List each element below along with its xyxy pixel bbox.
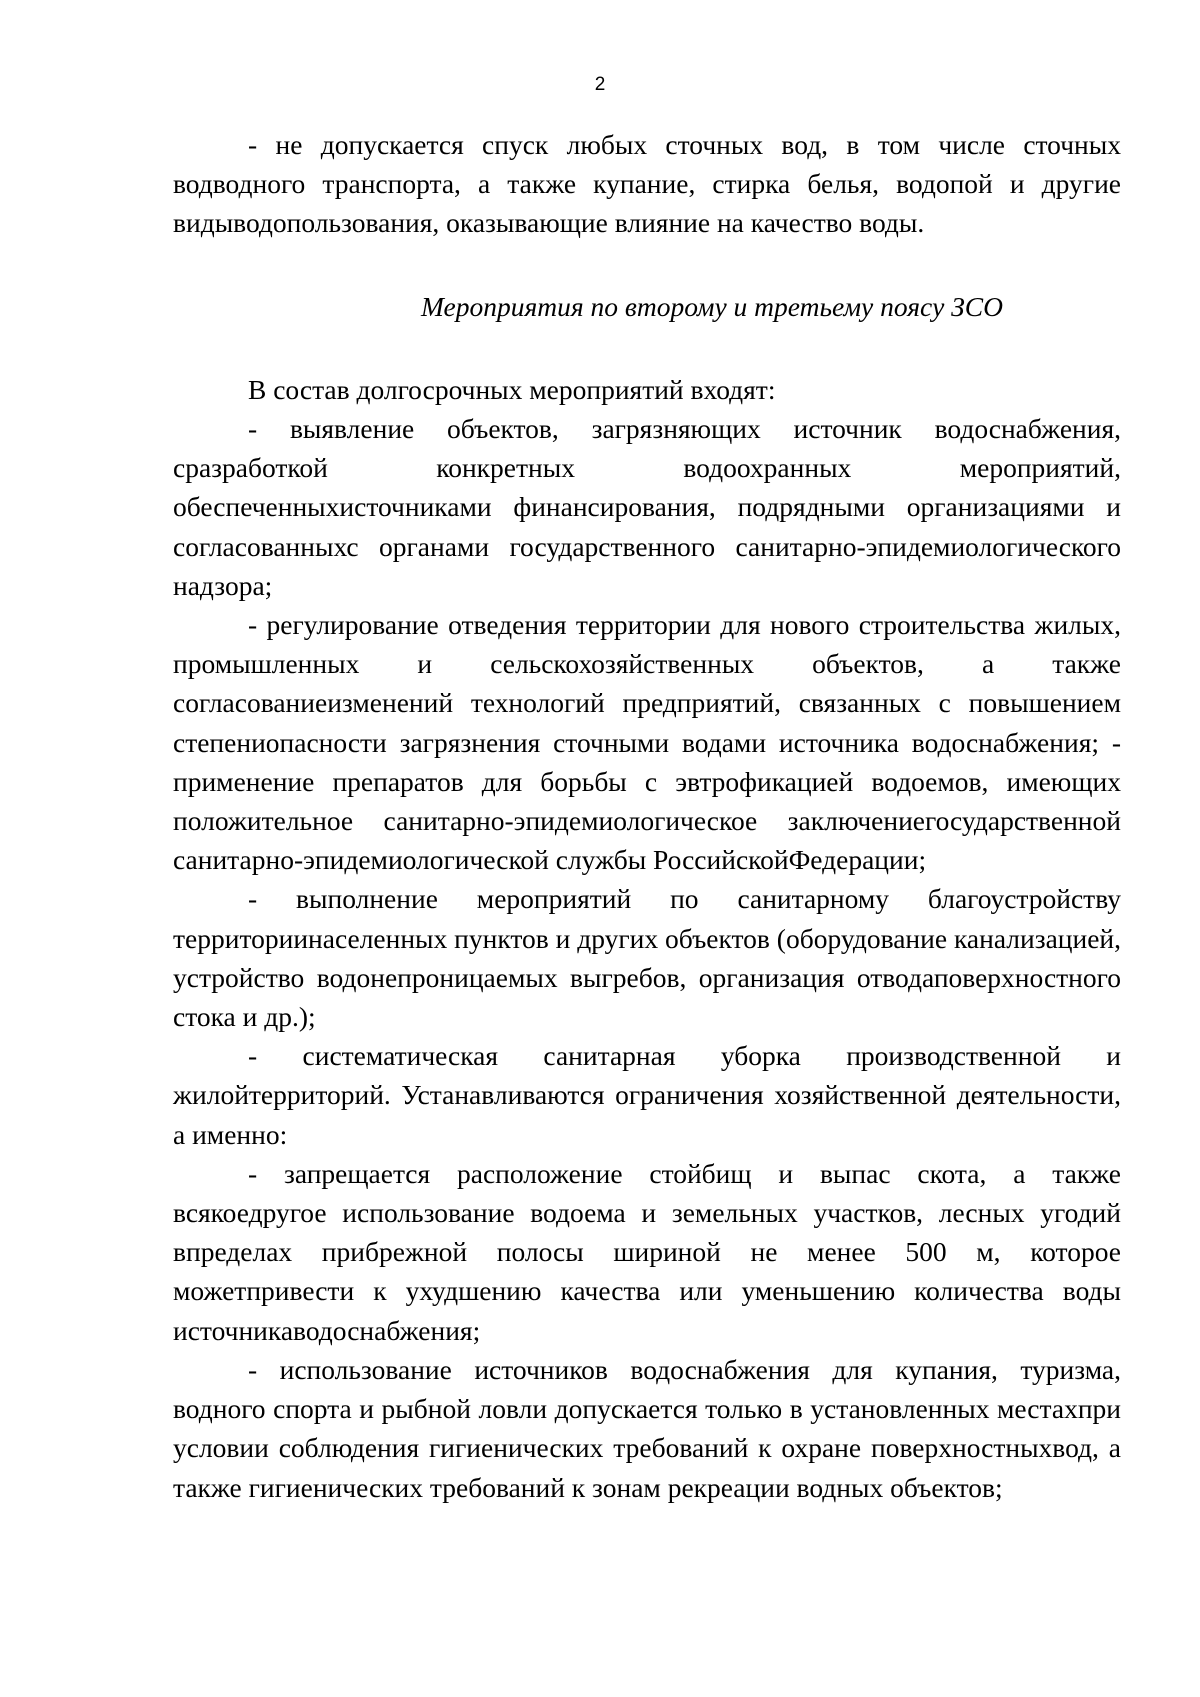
document-body	[173, 125, 1121, 1507]
paragraph-regulation: - регулирование отведения территории для нового строительства жилых, промышленных и сельскохозяйственных объектов, а также согласованиеизменений технологий предприятий, связанных с повышением степениопасности загрязнения сточными водами источника водоснабжения; - применение препаратов для борьбы с эвтрофикацией водоемов, имеющих положительное санитарно-эпидемиологическое заключениегосударственной санитарно-эпидемиологической службы РоссийскойФедерации;	[173, 609, 1121, 876]
page-number: 2	[594, 74, 606, 95]
section-heading: Мероприятия по второму и третьему поясу ЗСО	[421, 290, 1003, 322]
paragraph-intro: В состав долгосрочных мероприятий входят:	[248, 373, 776, 405]
paragraph-sanitary-improvement: - выполнение мероприятий по санитарному благоустройству территориинаселенных пунктов и других объектов (оборудование канализацией, устройство водонепроницаемых выгребов, организация отводаповерхностного стока и др.);	[173, 883, 1121, 1033]
paragraph-cleaning: - систематическая санитарная уборка производственной и жилойтерриторий. Устанавливаются ограничения хозяйственной деятельности, а именно:	[173, 1040, 1121, 1150]
paragraph-identify-objects: - выявление объектов, загрязняющих источник водоснабжения, сразработкой конкретных водоохранных мероприятий, обеспеченныхисточниками финансирования, подрядными организациями и согласованныхс органами государственного санитарно-эпидемиологического надзора;	[173, 413, 1121, 601]
paragraph-recreation: - использование источников водоснабжения для купания, туризма, водного спорта и рыбной ловли допускается только в установленных местахпри условии соблюдения гигиенических требований к охране поверхностныхвод, а также гигиенических требований к зонам рекреации водных объектов;	[173, 1353, 1121, 1503]
paragraph-wastewater-ban: - не допускается спуск любых сточных вод, в том числе сточных водводного транспорта, а также купание, стирка белья, водопой и другие видыводопользования, оказывающие влияние на качество воды.	[173, 129, 1121, 239]
paragraph-grazing-ban: - запрещается расположение стойбищ и выпас скота, а также всякоедругое использование водоема и земельных участков, лесных угодий впределах прибрежной полосы шириной не менее 500 м, которое можетпривести к ухудшению качества или уменьшению количества воды источникаводоснабжения;	[173, 1157, 1121, 1346]
